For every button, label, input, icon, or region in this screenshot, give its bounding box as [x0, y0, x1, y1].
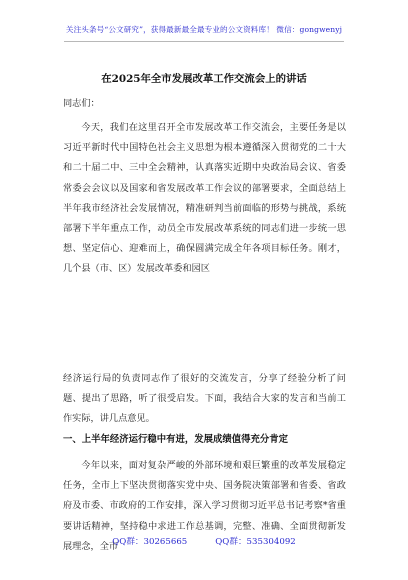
footer-qq-group-1: QQ群：30265665 — [112, 537, 188, 547]
section-heading-1: 一、上半年经济运行稳中有进，发展成绩值得充分肯定 — [63, 434, 289, 445]
paragraph-section-1: 今年以来，面对复杂严峻的外部环境和艰巨繁重的改革发展稳定任务，全市上下坚决贯彻落实党中央、国务院决策部署和省委、省政府及市委、市政府的工作安排，深入学习贯彻习近平总书记考察*省重要讲话精神，坚持稳中求进工作总基调，完整、准确、全面贯彻新发展理念，全市 — [63, 460, 346, 552]
paragraph-intro-continued: 经济运行局的负责同志作了很好的交流发言，分享了经验分析了问题、提出了思路，听了很受启发。下面，我结合大家的发言和当前工作实际，讲几点意见。 — [63, 373, 346, 425]
document-title: 在2025年全市发展改革工作交流会上的讲话 — [101, 73, 307, 85]
footer-contact — [0, 535, 408, 547]
footer-qq-group-2: QQ群：535304092 — [215, 537, 296, 547]
header-divider — [64, 41, 344, 42]
paragraph-intro: 今天，我们在这里召开全市发展改革工作交流会，主要任务是以习近平新时代中国特色社会主义思想为根本遵循深入贯彻党的二十大和二十届二中、三中全会精神，认真落实近期中央政治局会议、省委常委会会议以及国家和省发展改革工作会议的部署要求，全面总结上半年我市经济社会发展情况，精准研判当前面临的形势与挑战，系统部署下半年重点工作，动员全市发展改革系统的同志们进一步统一思想、坚定信心、迎难而上，确保圆满完成全年各项目标任务。刚才，几个县（市、区）发展改革委和园区 — [63, 122, 346, 275]
header-promo-text: 关注头条号“公文研究”，获得最新最全最专业的公文资料库！ 微信：gongwenyj — [65, 25, 343, 34]
salutation: 同志们： — [63, 98, 100, 109]
